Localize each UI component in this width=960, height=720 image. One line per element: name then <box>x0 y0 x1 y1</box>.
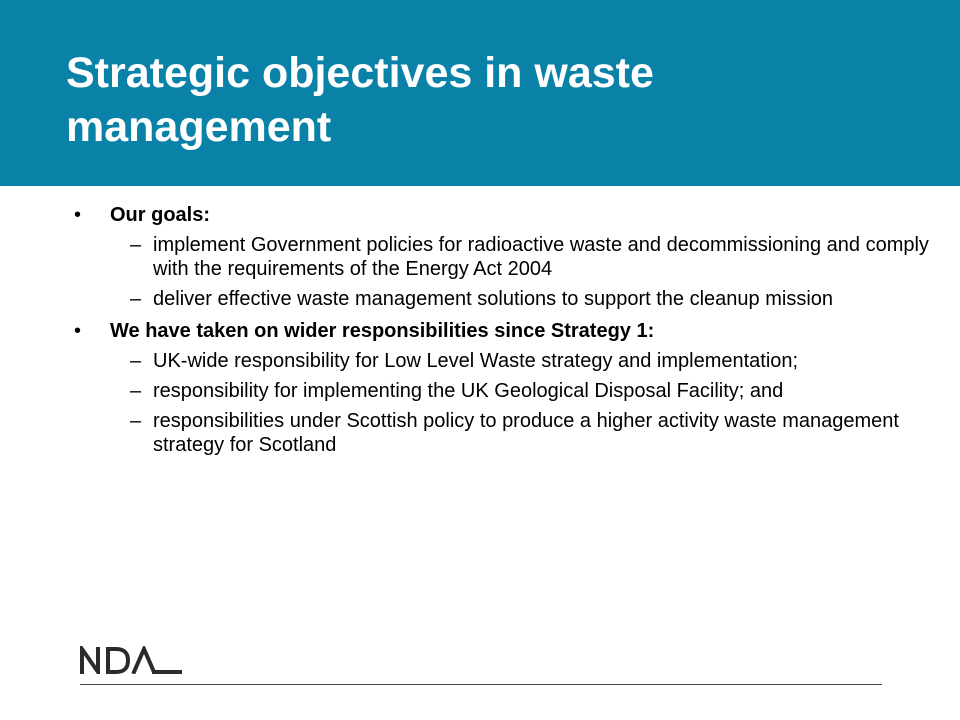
slide-title: Strategic objectives in waste management <box>66 49 654 151</box>
dash-marker: – <box>130 350 142 372</box>
sub-item-text: UK-wide responsibility for Low Level Waste strategy and implementation; <box>153 350 799 372</box>
dash-marker: – <box>130 234 142 256</box>
sub-item <box>0 409 930 457</box>
sub-item <box>0 233 930 281</box>
sub-item <box>0 379 930 403</box>
sub-item-text: implement Government policies for radioactive waste and decommissioning and comply with the requirements of the Energy Act 2004 <box>153 234 929 280</box>
title-banner <box>0 0 960 186</box>
bullet-text: Our goals: <box>110 204 211 226</box>
bullet-our-goals <box>0 203 930 227</box>
bullet-text: We have taken on wider responsibilities since Strategy 1: <box>110 320 655 342</box>
dash-marker: – <box>130 380 142 402</box>
dash-marker: – <box>130 410 142 432</box>
sub-item-text: responsibility for implementing the UK Geological Disposal Facility; and <box>153 380 784 402</box>
bullet-wider-responsibilities <box>0 319 930 343</box>
sub-item <box>0 287 930 311</box>
sub-item <box>0 349 930 373</box>
nda-logo-graphic <box>80 646 182 674</box>
bullet-marker: • <box>74 320 82 342</box>
footer-divider <box>80 684 882 685</box>
nda-logo-icon <box>80 646 182 674</box>
sub-item-text: deliver effective waste management solutions to support the cleanup mission <box>153 288 834 310</box>
dash-marker: – <box>130 288 142 310</box>
slide-body <box>0 203 960 457</box>
sub-item-text: responsibilities under Scottish policy to produce a higher activity waste management strategy for Scotland <box>153 410 899 456</box>
bullet-marker: • <box>74 204 82 226</box>
